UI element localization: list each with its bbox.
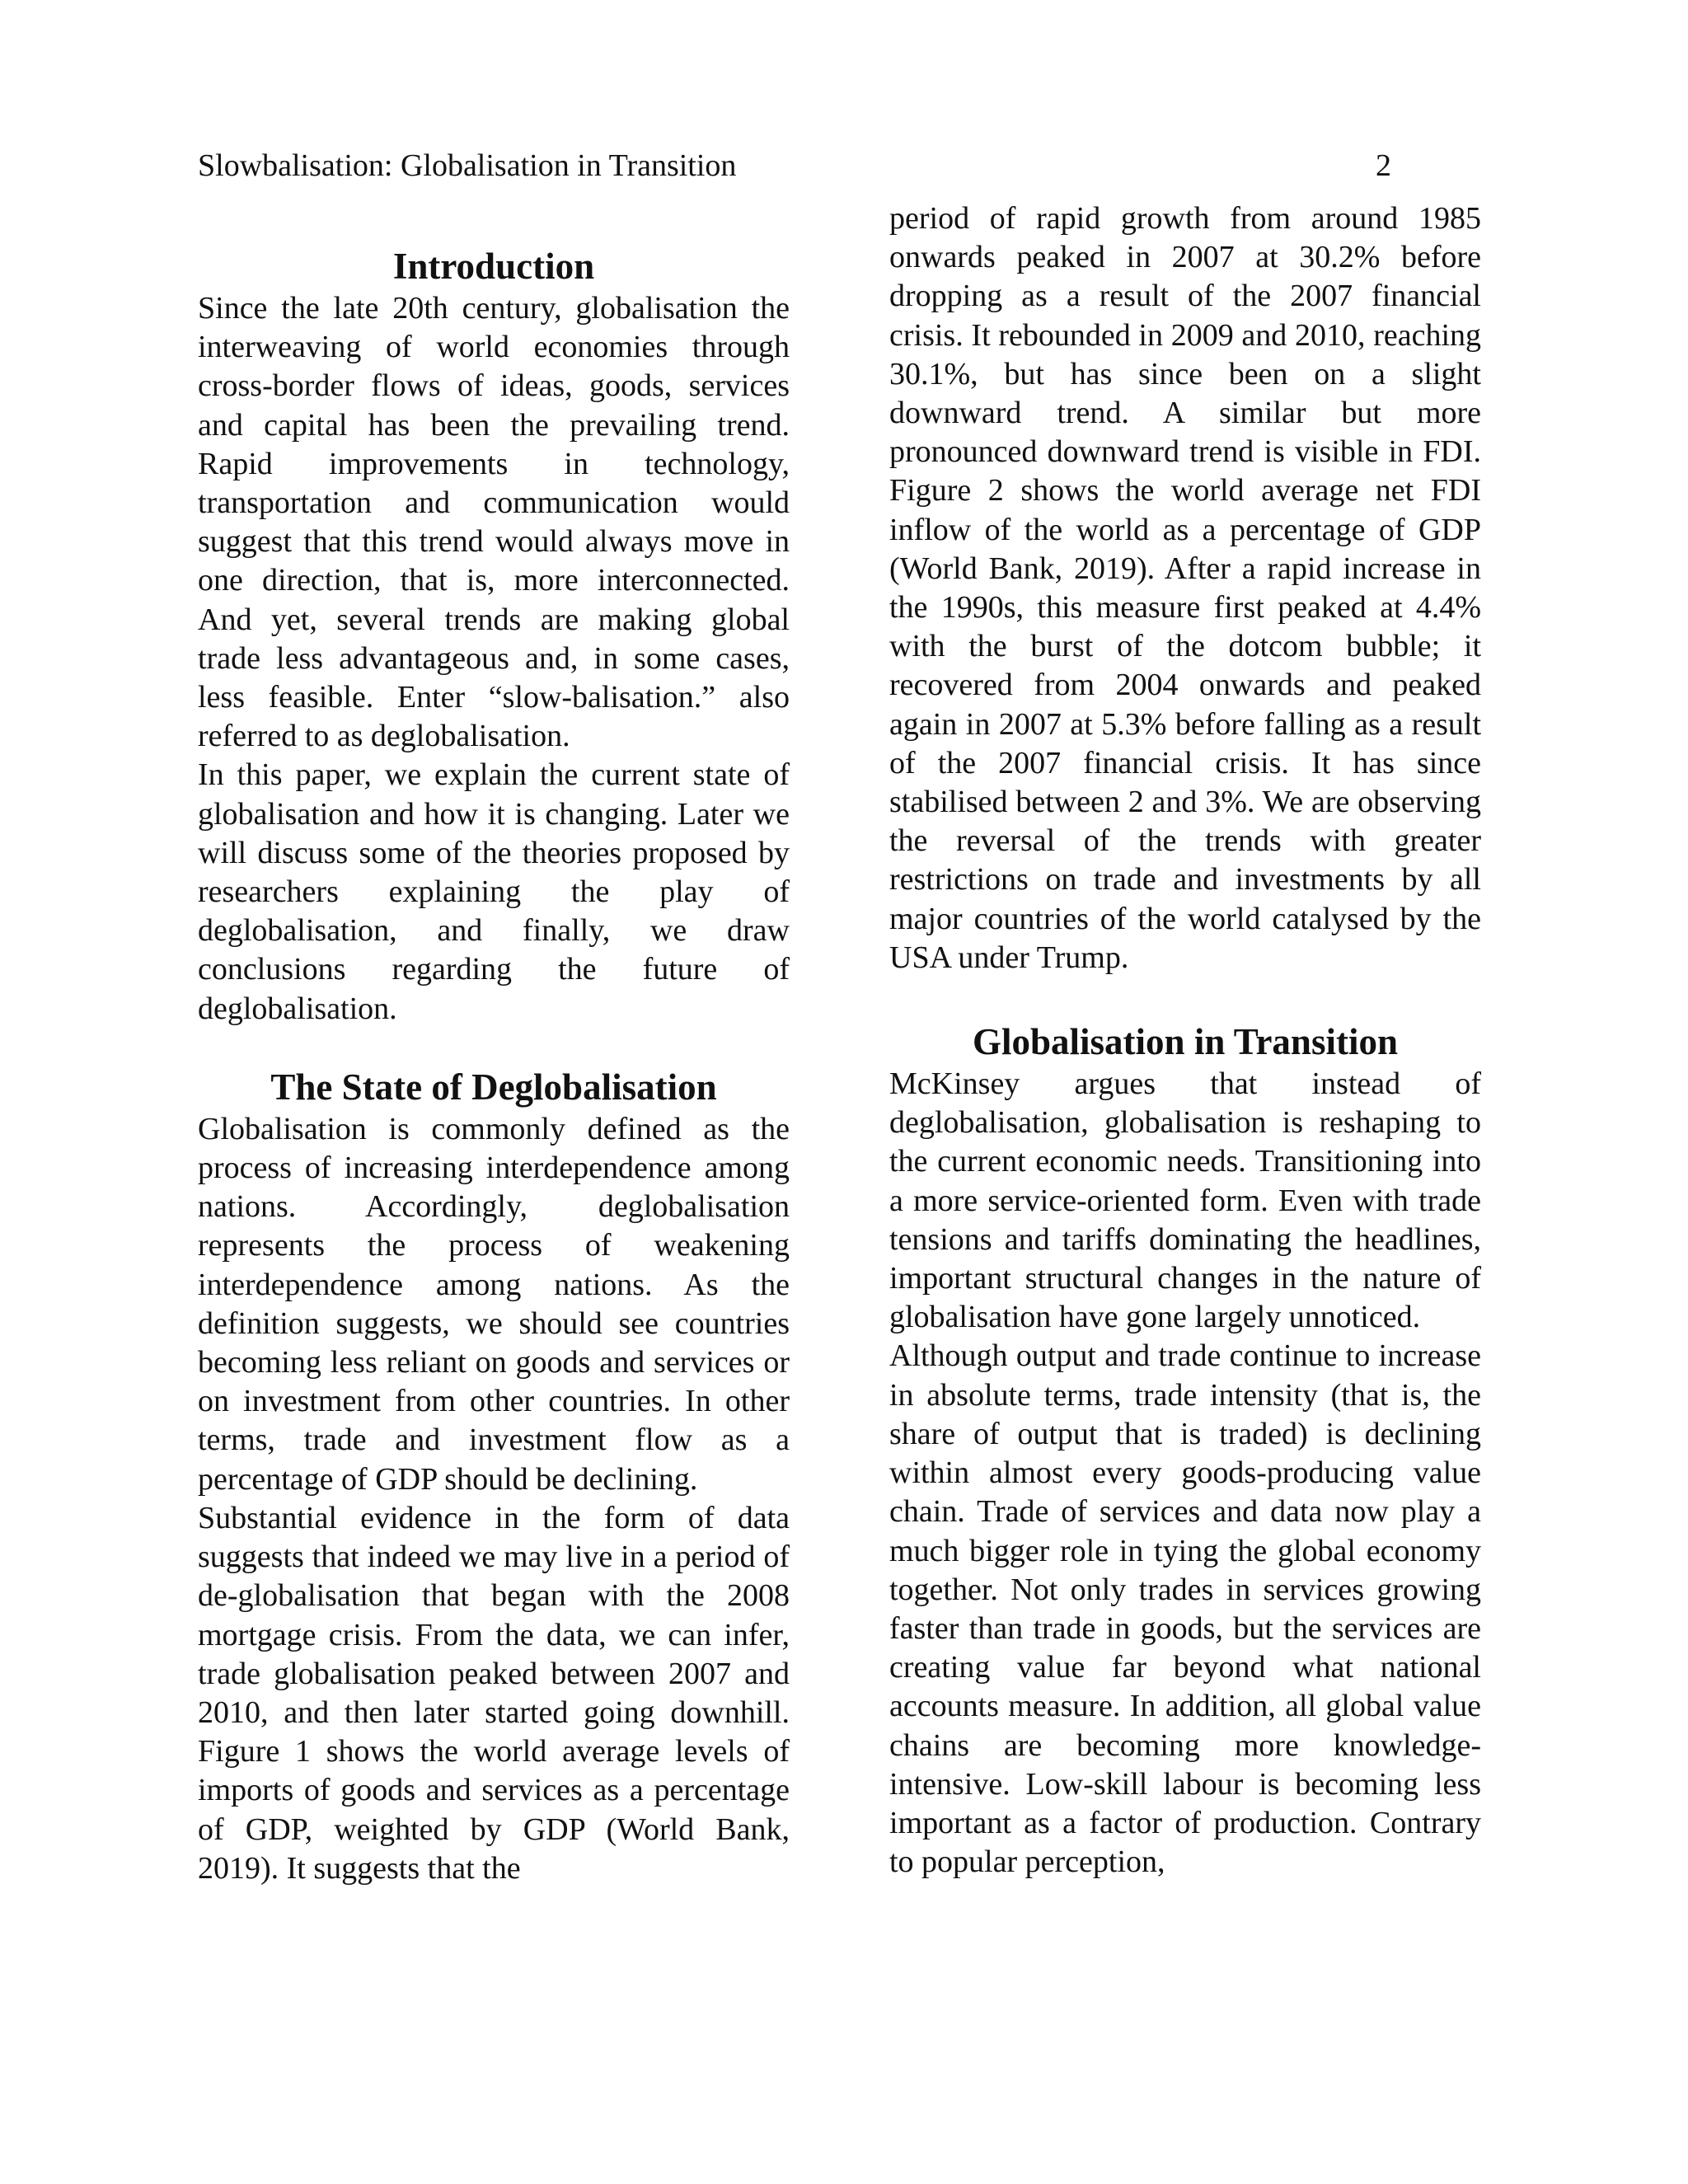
introduction-heading: Introduction xyxy=(392,246,595,287)
introduction-paragraph-2: In this paper, we explain the current state of globalisation and how it is changing. Later we will discuss some of the theories proposed by researchers explaining the play of deglobalisation, and finally, we draw conclusions regarding the future of deglobalisation. xyxy=(198,757,790,1026)
section-spacer xyxy=(889,977,1481,1019)
running-header: Slowbalisation: Globalisation in Transition xyxy=(198,148,737,183)
transition-paragraph-1: McKinsey argues that instead of deglobalisation, globalisation is reshaping to the current economic needs. Transitioning into a more service-oriented form. Even with trade tensions and tariffs dominating the headlines, important structural changes in the nature of globalisation have gone largely unnoticed. xyxy=(889,1066,1481,1335)
globalisation-in-transition-heading: Globalisation in Transition xyxy=(973,1021,1398,1063)
state-paragraph-1: Globalisation is commonly defined as the process of increasing interdependence among nations. Accordingly, deglobalisation represents the process of weakening interdependence among nations. As the definition suggests, we should see countries becoming less reliant on goods and services or on investment from other countries. In other terms, trade and investment flow as a percentage of GDP should be declining. xyxy=(198,1111,790,1497)
right-column xyxy=(889,199,1481,1882)
state-paragraph-2: Substantial evidence in the form of data suggests that indeed we may live in a period of de-globalisation that began with the 2008 mortgage crisis. From the data, we can infer, trade globalisation peaked between 2007 and 2010, and then later started going downhill. Figure 1 shows the world average levels of imports of goods and services as a percentage of GDP, weighted by GDP (World Bank, 2019). It suggests that the xyxy=(198,1500,790,1886)
left-column xyxy=(198,243,790,1888)
state-paragraph-2-continued: period of rapid growth from around 1985 onwards peaked in 2007 at 30.2% before dropping as a result of the 2007 financial crisis. It rebounded in 2009 and 2010, reaching 30.1%, but has since been on a slight downward trend. A similar but more pronounced downward trend is visible in FDI. Figure 2 shows the world average net FDI inflow of the world as a percentage of GDP (World Bank, 2019). After a rapid increase in the 1990s, this measure first peaked at 4.4% with the burst of the dotcom bubble; it recovered from 2004 onwards and peaked again in 2007 at 5.3% before falling as a result of the 2007 financial crisis. It has since stabilised between 2 and 3%. We are observing the reversal of the trends with greater restrictions on trade and investments by all major countries of the world catalysed by the USA under Trump. xyxy=(889,201,1481,975)
state-of-deglobalisation-heading: The State of Deglobalisation xyxy=(270,1066,717,1108)
section-spacer xyxy=(198,1029,790,1064)
transition-paragraph-2: Although output and trade continue to increase in absolute terms, trade intensity (that is, the share of output that is traded) is declining within almost every goods-producing value chain. Trade of services and data now play a much bigger role in tying the global economy together. Not only trades in services growing faster than trade in goods, but the services are creating value far beyond what national accounts measure. In addition, all global value chains are becoming more knowledge-intensive. Low-skill labour is becoming less important as a factor of production. Contrary to popular perception, xyxy=(889,1338,1481,1880)
introduction-paragraph-1: Since the late 20th century, globalisation the interweaving of world economies through cross-border flows of ideas, goods, services and capital has been the prevailing trend. Rapid improvements in technology, transportation and communication would suggest that this trend would always move in one direction, that is, more interconnected. And yet, several trends are making global trade less advantageous and, in some cases, less feasible. Enter “slow-balisation.” also referred to as deglobalisation. xyxy=(198,291,790,754)
page-number: 2 xyxy=(1376,148,1391,183)
